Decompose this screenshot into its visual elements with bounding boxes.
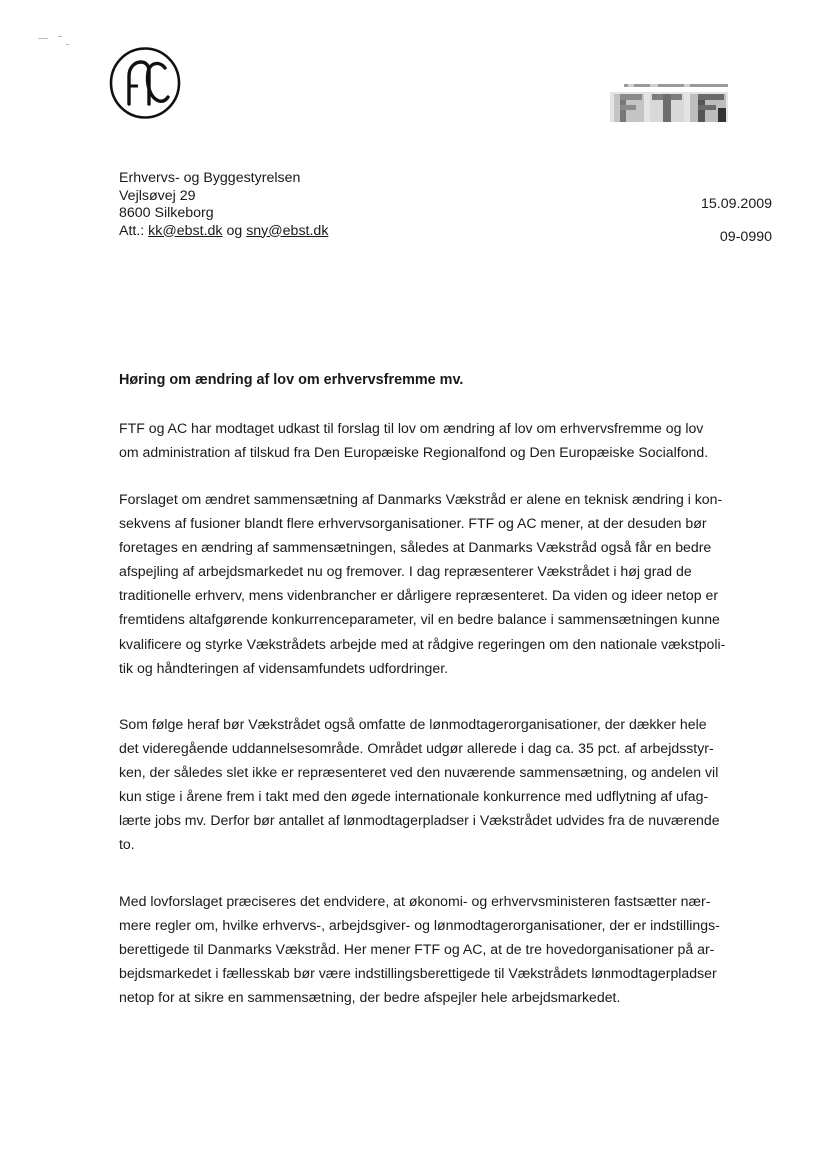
paragraph-4	[119, 889, 719, 1009]
ac-logo	[108, 46, 182, 120]
text-line: afspejling af arbejdsmarkedet nu og fremover. I dag repræsenterer Vækstrådet i høj grad de	[119, 563, 692, 580]
letter-meta	[701, 196, 772, 245]
text-line: FTF og AC har modtaget udkast til forslag til lov om ændring af lov om erhvervsfremme og lov	[119, 420, 704, 436]
text-line: berettigede til Danmarks Vækstråd. Her mener FTF og AC, at de tre hovedorganisationer på ar-	[119, 941, 715, 958]
scan-speck	[38, 38, 48, 39]
text-line: mere regler om, hvilke erhvervs-, arbejdsgiver- og lønmodtagerorganisationer, der er indstillings-	[119, 917, 720, 934]
letter-heading: Høring om ændring af lov om erhvervsfremme mv.	[119, 372, 464, 388]
paragraph-2	[119, 487, 726, 680]
text-line: ken, der således slet ikke er repræsenteret ved den nuværende sammensætning, og andelen vil	[119, 764, 719, 781]
text-line: Som følge heraf bør Vækstrådet også omfatte de lønmodtagerorganisationer, der dækker hele	[119, 716, 707, 732]
ftf-logo	[610, 78, 728, 122]
email-link-kk[interactable]: kk@ebst.dk	[148, 222, 223, 239]
text-line: kun stige i årene frem i takt med den øgede internationale konkurrence med udflytning af ufag-	[119, 788, 709, 805]
text-line: Forslaget om ændret sammensætning af Danmarks Vækstråd er alene en teknisk ændring i kon-	[119, 491, 723, 507]
letter-date: 15.09.2009	[700, 196, 772, 212]
text-line: det videregående uddannelsesområde. Området udgør allerede i dag ca. 35 pct. af arbejdsstyr-	[119, 740, 714, 757]
text-line: Med lovforslaget præciseres det endvidere, at økonomi- og erhvervsministeren fastsætter nær-	[119, 893, 711, 909]
text-line: bejdsmarkedet i fællesskab bør være indstillingsberettigede til Vækstrådets lønmodtagerpladser	[119, 965, 717, 982]
text-line: lærte jobs mv. Derfor bør antallet af lønmodtagerpladser i Vækstrådet udvides fra de nuværende	[119, 812, 720, 829]
paragraph-1	[119, 416, 719, 464]
paragraph-3	[119, 712, 719, 857]
attention-prefix: Att.:	[119, 222, 149, 239]
recipient-address	[119, 170, 328, 240]
attention-joiner: og	[222, 222, 247, 239]
recipient-street: Vejlsøvej 29	[119, 187, 196, 204]
text-line: om administration af tilskud fra Den Europæiske Regionalfond og Den Europæiske Socialfond.	[119, 444, 709, 461]
text-line: to.	[119, 836, 135, 853]
text-line: tik og håndteringen af vidensamfundets udfordringer.	[119, 659, 449, 676]
email-link-sny[interactable]: sny@ebst.dk	[246, 222, 329, 239]
text-line: netop for at sikre en sammensætning, der bedre afspejler hele arbejdsmarkedet.	[119, 989, 621, 1006]
text-line: foretages en ændring af sammensætningen, således at Danmarks Vækstråd også får en bedre	[119, 539, 712, 556]
recipient-name: Erhvervs- og Byggestyrelsen	[119, 170, 301, 186]
text-line: sekvens af fusioner blandt flere erhvervsorganisationer. FTF og AC mener, at der desuden bør	[119, 515, 707, 532]
recipient-attention	[119, 223, 328, 241]
text-line: traditionelle erhverv, mens videnbrancher er dårligere repræsenteret. Da viden og ideer netop er	[119, 587, 719, 604]
scan-speck	[58, 36, 62, 37]
text-line: fremtidens altafgørende konkurrenceparameter, vil en bedre balance i sammensætningen kunne	[119, 611, 720, 628]
recipient-city: 8600 Silkeborg	[119, 205, 214, 221]
scan-speck	[66, 44, 69, 45]
letter-reference: 09-0990	[719, 229, 772, 245]
text-line: kvalificere og styrke Vækstrådets arbejde med at rådgive regeringen om den nationale vækstpoli-	[119, 635, 726, 652]
